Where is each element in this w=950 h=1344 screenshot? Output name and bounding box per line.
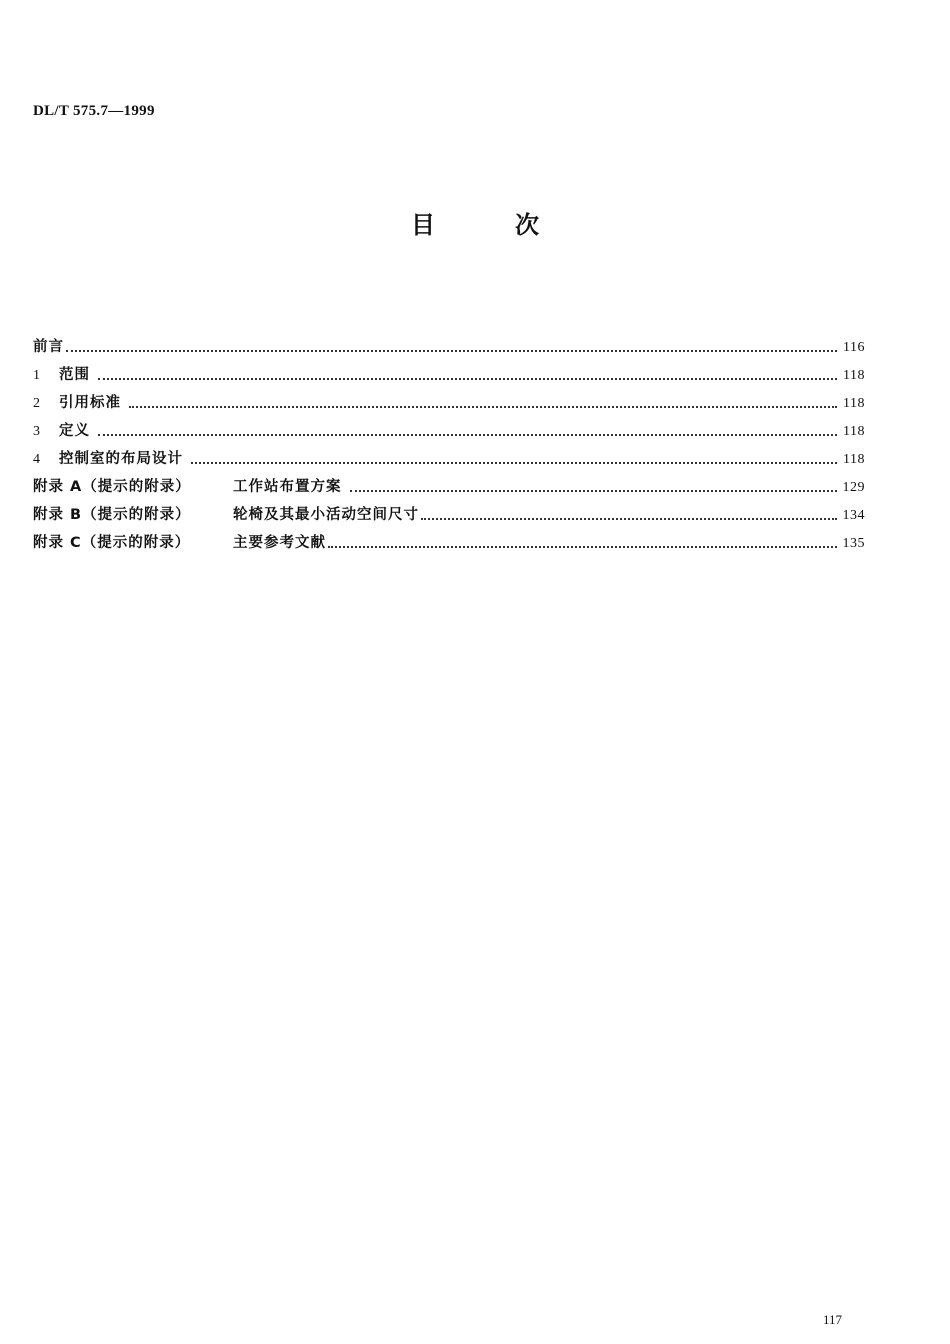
toc-entry-page: 134: [842, 508, 865, 523]
appendix-title: 主要参考文献: [233, 535, 326, 551]
toc-entry-appendix-c[interactable]: [33, 531, 865, 559]
standard-code: DL/T 575.7—1999: [33, 103, 155, 119]
toc-entry-layout-design[interactable]: [33, 447, 865, 475]
toc-entry-number: 2: [33, 396, 40, 411]
appendix-title: 轮椅及其最小活动空间尺寸: [233, 507, 419, 523]
dot-leader: [421, 517, 837, 520]
toc-entry-label: 引用标准: [59, 395, 121, 411]
toc-entry-normative-references[interactable]: [33, 391, 865, 419]
appendix-title: 工作站布置方案: [233, 479, 342, 495]
toc-entry-number: 3: [33, 424, 40, 439]
toc-entry-label: 前言: [33, 339, 64, 355]
appendix-label: 附录 C（提示的附录）: [33, 535, 191, 551]
toc-entry-label: 定义: [59, 423, 90, 439]
toc-entry-label: 控制室的布局设计: [59, 451, 183, 467]
toc-entry-page: 118: [843, 424, 865, 439]
toc-entry-page: 118: [843, 368, 865, 383]
toc-entry-preface[interactable]: [33, 335, 865, 363]
dot-leader: [98, 433, 837, 436]
dot-leader: [98, 377, 837, 380]
table-of-contents: [33, 335, 865, 559]
dot-leader: [66, 349, 837, 352]
page-number: 117: [823, 1312, 843, 1327]
appendix-label: 附录 B（提示的附录）: [33, 507, 191, 523]
toc-entry-appendix-a[interactable]: [33, 475, 865, 503]
toc-title-char-1: 目: [411, 211, 435, 239]
toc-entry-number: 1: [33, 368, 40, 383]
appendix-label: 附录 A（提示的附录）: [33, 479, 191, 495]
dot-leader: [129, 405, 837, 408]
toc-entry-page: 118: [843, 396, 865, 411]
toc-entry-page: 129: [842, 480, 865, 495]
toc-title-char-2: 次: [515, 211, 539, 239]
toc-entry-definitions[interactable]: [33, 419, 865, 447]
dot-leader: [191, 461, 837, 464]
toc-entry-page: 135: [842, 536, 865, 551]
toc-title: [0, 205, 950, 240]
toc-entry-appendix-b[interactable]: [33, 503, 865, 531]
dot-leader: [328, 545, 837, 548]
toc-entry-page: 116: [843, 340, 865, 355]
toc-entry-scope[interactable]: [33, 363, 865, 391]
dot-leader: [350, 489, 837, 492]
toc-entry-page: 118: [843, 452, 865, 467]
toc-entry-label: 范围: [59, 367, 90, 383]
toc-entry-number: 4: [33, 452, 40, 467]
